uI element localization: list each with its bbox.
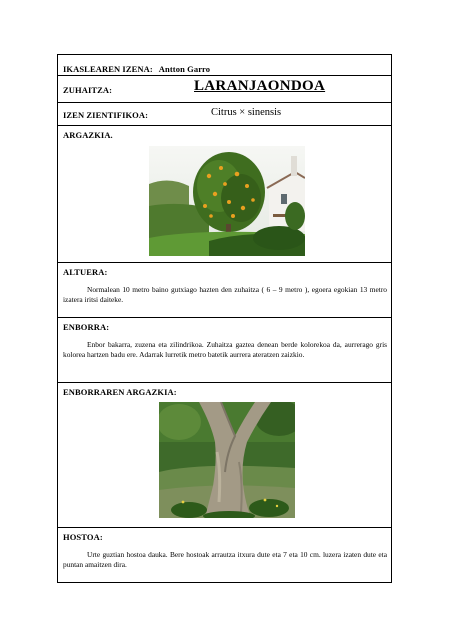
leaf-text: Urte guztian hostoa dauka. Bere hostoak arrautza itxura dute eta 7 eta 10 cm. luzera izaten dute eta puntan amaitzen dira.	[63, 550, 387, 569]
tree-label: ZUHAITZA:	[63, 85, 113, 95]
tree-row	[58, 76, 391, 103]
height-row	[58, 263, 391, 318]
student-row	[58, 55, 391, 76]
trunk-photo-label: ENBORRAREN ARGAZKIA:	[63, 387, 177, 397]
scientific-row	[58, 103, 391, 126]
trunk-photo	[159, 402, 295, 518]
trunk-label: ENBORRA:	[63, 322, 110, 332]
scientific-label: IZEN ZIENTIFIKOA:	[63, 110, 149, 120]
student-name: Antton Garro	[158, 64, 211, 74]
height-text: Normalean 10 metro baino gutxiago hazten den zuhaitza ( 6 – 9 metro ), egoera egokian 13 metro izatera iritsi daiteke.	[63, 285, 387, 304]
photo-row	[58, 126, 391, 263]
trunk-text: Enbor bakarra, zuzena eta zilindrikoa. Zuhaitza gaztea denean berde kolorekoa da, aurrerago gris kolorea hartzen badu ere. Adarrak lurretik metro batetik aurrera ateratzen zaizkio.	[63, 340, 387, 359]
trunk-row	[58, 318, 391, 383]
scientific-name: Citrus × sinensis	[211, 107, 282, 118]
fact-sheet	[57, 54, 392, 583]
leaf-row	[58, 528, 391, 582]
orange-tree-photo	[149, 146, 305, 256]
leaf-label: HOSTOA:	[63, 532, 103, 542]
photo-label: ARGAZKIA.	[63, 130, 113, 140]
tree-name: LARANJAONDOA	[194, 78, 326, 94]
student-label: IKASLEAREN IZENA:	[63, 64, 153, 74]
height-label: ALTUERA:	[63, 267, 108, 277]
trunk-photo-row	[58, 383, 391, 528]
